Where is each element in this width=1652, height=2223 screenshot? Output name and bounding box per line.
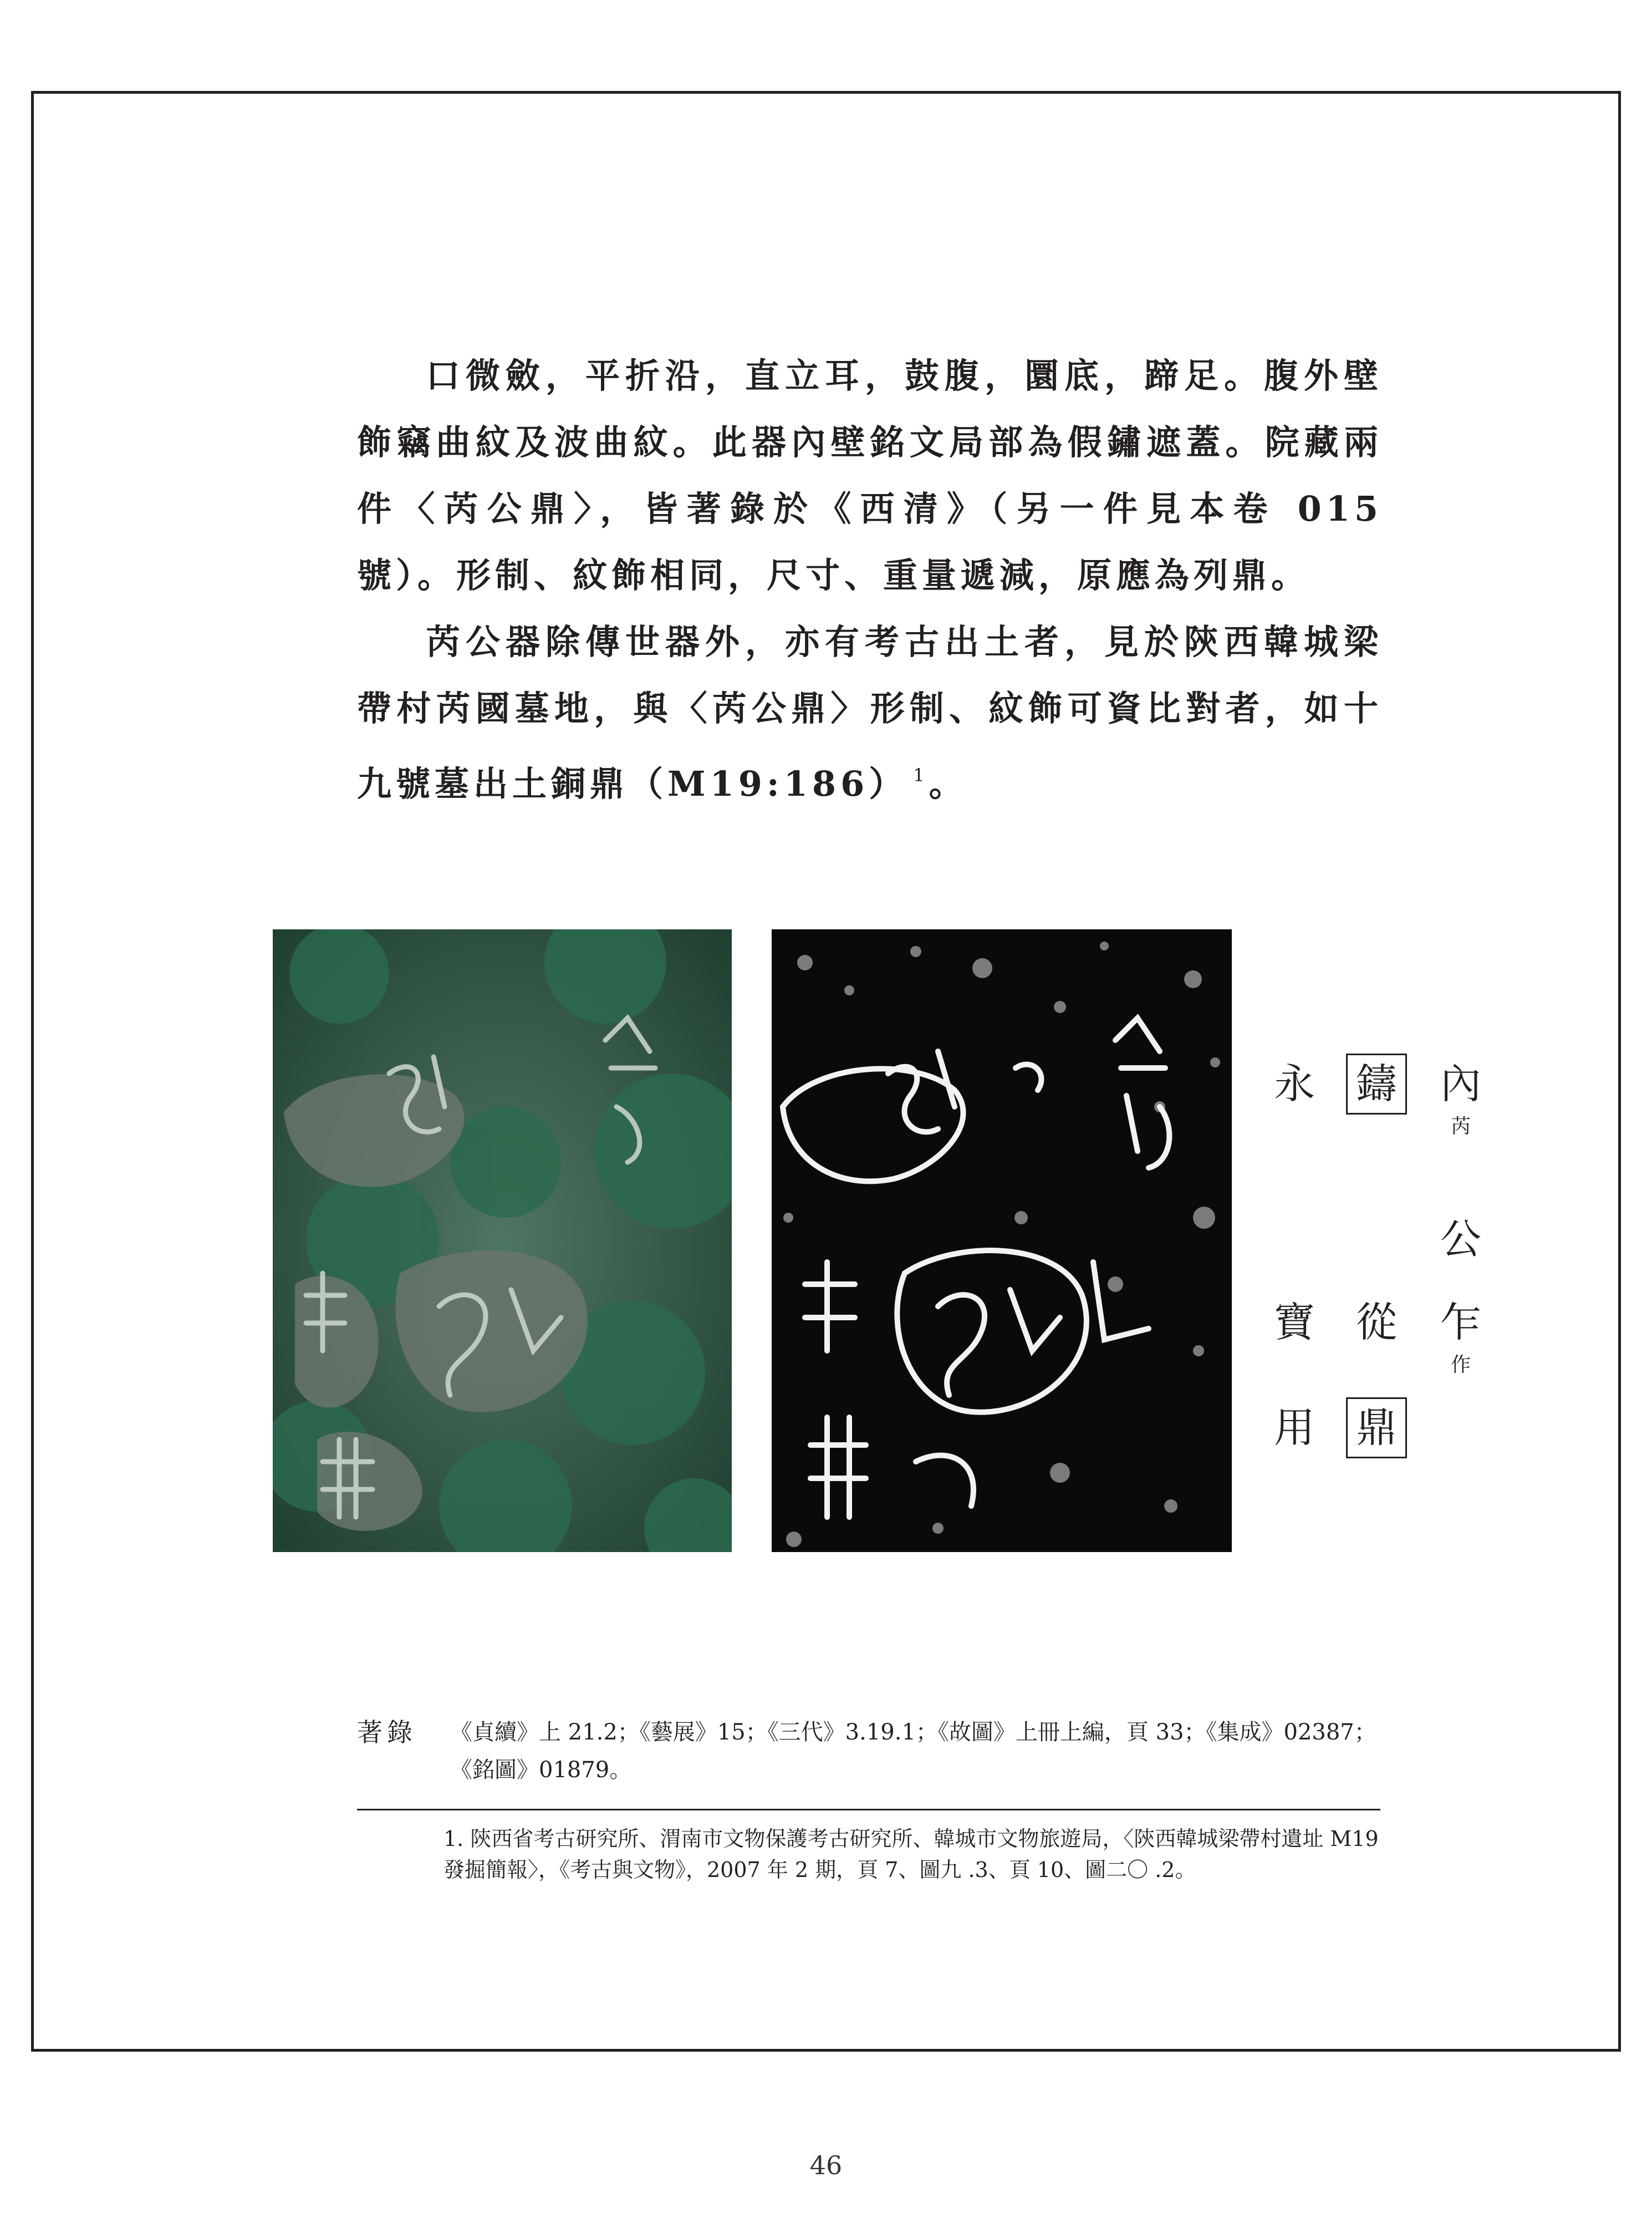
inscription-photo [273, 929, 732, 1552]
transcription-glyph: 永 [1274, 1060, 1315, 1108]
transcription-note: 芮 [1450, 1115, 1471, 1138]
paragraph-comparison [357, 609, 1383, 817]
body-text [357, 343, 1383, 817]
transcription-glyph: 寶 [1274, 1299, 1315, 1346]
transcription-glyph-boxed: 鑄 [1346, 1054, 1407, 1115]
transcription-glyph: 公 [1440, 1215, 1481, 1263]
transcription-glyph: 內 [1440, 1060, 1481, 1108]
inscription-transcription [1264, 1054, 1497, 1497]
transcription-glyph-boxed: 鼎 [1346, 1397, 1407, 1458]
transcription-glyph: 從 [1356, 1299, 1397, 1346]
transcription-glyph: 乍 [1440, 1299, 1481, 1346]
bibliography-text: 《貞續》上 21.2；《藝展》15；《三代》3.19.1；《故圖》上冊上編，頁 33；《集成》02387；《銘圖》01879。 [450, 1720, 1376, 1783]
transcription-glyph: 用 [1274, 1404, 1315, 1452]
page-number: 46 [809, 2150, 843, 2180]
paragraph-description: 口微斂，平折沿，直立耳，鼓腹，圜底，蹄足。腹外壁飾竊曲紋及波曲紋。此器內壁銘文局部為假鏽遮蓋。院藏兩件〈芮公鼎〉，皆著錄於《西清》（另一件見本卷 015 號）。形制、紋飾相同，尺寸、重量遞減，原應為列鼎。 [357, 355, 1383, 596]
bibliography [357, 1713, 1383, 1789]
transcription-note: 作 [1450, 1354, 1471, 1376]
bibliography-label: 著錄 [357, 1717, 417, 1747]
inscription-rubbing [772, 929, 1232, 1552]
paragraph-comparison-end: 。 [929, 764, 968, 804]
footnote: 1. 陝西省考古研究所、渭南市文物保護考古研究所、韓城市文物旅遊局，〈陝西韓城梁帶村遺址 M19 發掘簡報〉，《考古與文物》，2007 年 2 期，頁 7、圖九 .3、頁 10、圖二〇 .2。 [443, 1827, 1379, 1882]
footnote-divider [357, 1809, 1380, 1810]
paragraph-comparison-text: 芮公器除傳世器外，亦有考古出土者，見於陝西韓城梁帶村芮國墓地，與〈芮公鼎〉形制、紋飾可資比對者，如十九號墓出土銅鼎（M19:186） [357, 622, 1383, 804]
footnote-marker: 1 [913, 765, 929, 786]
